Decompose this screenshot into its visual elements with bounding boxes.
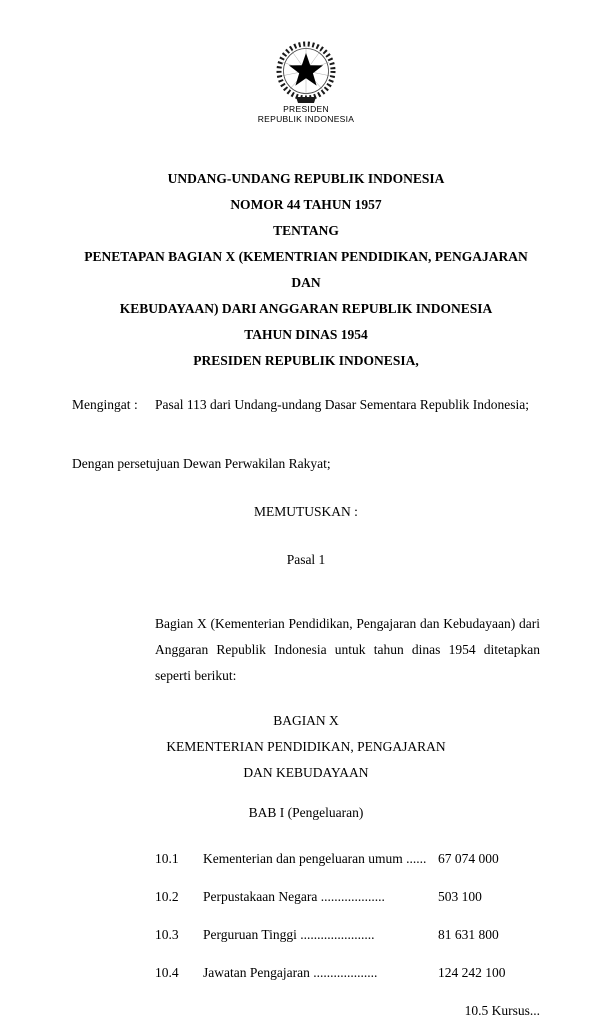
table-row: [155, 964, 540, 982]
seal-org-line2: REPUBLIK INDONESIA: [257, 114, 355, 124]
approval-clause: Dengan persetujuan Dewan Perwakilan Rakyat;: [72, 456, 331, 471]
budget-item-code: 10.2: [155, 889, 179, 904]
considering-text: Pasal 113 dari Undang-undang Dasar Sementara Republik Indonesia;: [155, 397, 530, 412]
considering-clause: [72, 396, 540, 414]
title-line-5: KEBUDAYAAN) DARI ANGGARAN REPUBLIK INDONESIA: [119, 301, 493, 316]
pasal-1-heading: Pasal 1: [286, 552, 326, 567]
presiden-heading: PRESIDEN REPUBLIK INDONESIA,: [193, 353, 419, 368]
budget-item-label: Jawatan Pengajaran ...................: [203, 965, 378, 980]
budget-item-amount: 124 242 100: [438, 965, 506, 980]
bagian-line-3: DAN KEBUDAYAAN: [243, 765, 369, 780]
budget-continuation: 10.5 Kursus...: [464, 1003, 540, 1018]
title-line-4: PENETAPAN BAGIAN X (KEMENTRIAN PENDIDIKAN, PENGAJARAN DAN: [84, 249, 528, 290]
budget-item-code: 10.3: [155, 927, 179, 942]
budget-item-amount: 67 074 000: [438, 851, 499, 866]
seal-org-line1: PRESIDEN: [283, 104, 329, 114]
bagian-heading: [72, 708, 540, 786]
budget-list: [155, 850, 540, 982]
budget-item-amount: 503 100: [438, 889, 482, 904]
document-title: [72, 166, 540, 348]
table-row: [155, 850, 540, 868]
budget-item-label: Perpustakaan Negara ...................: [203, 889, 385, 904]
budget-item-label: Perguruan Tinggi ......................: [203, 927, 375, 942]
considering-separator: :: [134, 397, 138, 412]
title-line-3: TENTANG: [273, 223, 339, 238]
title-line-2: NOMOR 44 TAHUN 1957: [230, 197, 382, 212]
bagian-line-2: KEMENTERIAN PENDIDIKAN, PENGAJARAN: [166, 739, 446, 754]
star-wreath-emblem-icon: [263, 38, 349, 104]
title-line-1: UNDANG-UNDANG REPUBLIK INDONESIA: [167, 171, 445, 186]
table-row: [155, 888, 540, 906]
bab-heading: BAB I (Pengeluaran): [248, 805, 364, 820]
title-line-6: TAHUN DINAS 1954: [244, 327, 368, 342]
budget-item-code: 10.4: [155, 965, 179, 980]
memutuskan-heading: MEMUTUSKAN :: [254, 504, 358, 519]
budget-item-label: Kementerian dan pengeluaran umum ......: [203, 851, 427, 866]
presidential-seal: [72, 38, 540, 124]
pasal-1-body: Bagian X (Kementerian Pendidikan, Pengajaran dan Kebudayaan) dari Anggaran Republik Indonesia untuk tahun dinas 1954 ditetapkan seperti berikut:: [155, 616, 540, 683]
budget-item-amount: 81 631 800: [438, 927, 499, 942]
bagian-line-1: BAGIAN X: [273, 713, 339, 728]
table-row: [155, 926, 540, 944]
considering-label: Mengingat: [72, 397, 131, 412]
budget-item-code: 10.1: [155, 851, 179, 866]
